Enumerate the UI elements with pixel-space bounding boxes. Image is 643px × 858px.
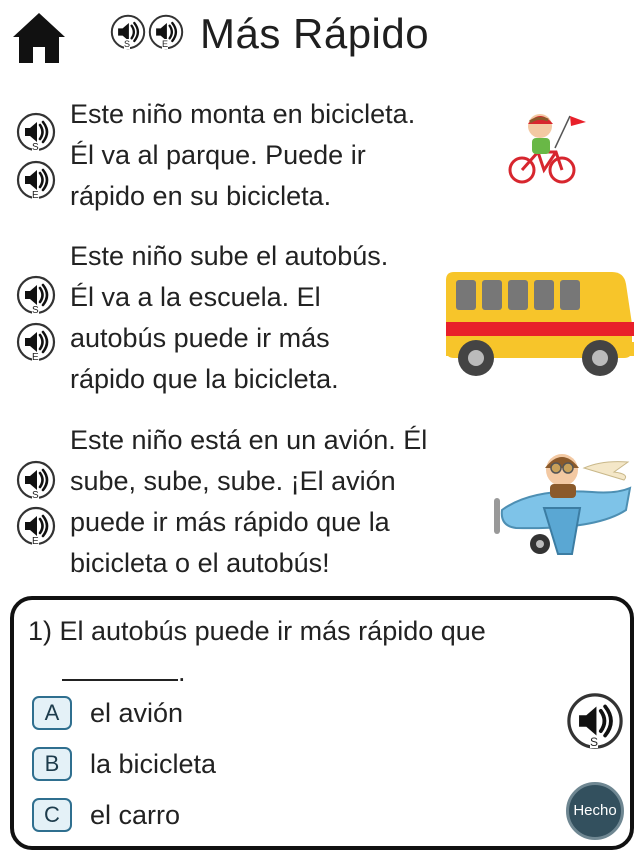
sound-language-letter: E (162, 39, 169, 49)
passage-line: bicicleta o el autobús! (70, 548, 330, 578)
passage-1-text (70, 94, 415, 217)
sound-language-letter: E (32, 190, 39, 201)
sound-language-letter: E (32, 536, 39, 547)
passage-3-text (70, 420, 427, 584)
option-b-button[interactable]: B (32, 747, 72, 781)
passage-line: Él va al parque. Puede ir (70, 140, 366, 170)
boy-on-bicycle-illustration (500, 108, 590, 188)
boy-in-airplane-illustration (488, 446, 636, 562)
sound-language-letter: S (32, 142, 39, 153)
passage-line: sube, sube, sube. ¡El avión (70, 466, 396, 496)
title-sound-spanish-button[interactable] (110, 14, 146, 50)
passage-line: autobús puede ir más (70, 323, 330, 353)
sound-language-letter: E (32, 352, 39, 363)
done-button[interactable]: Hecho (566, 782, 624, 840)
passage-line: Él va a la escuela. El (70, 282, 321, 312)
blank-suffix: . (178, 657, 186, 687)
page-title: Más Rápido (200, 10, 430, 57)
passage-line: Este niño sube el autobús. (70, 241, 389, 271)
question-sound-button[interactable] (566, 692, 624, 750)
passage-1-sound-spanish-button[interactable] (16, 112, 56, 152)
blank-line (62, 659, 178, 681)
option-c-button[interactable]: C (32, 798, 72, 832)
sound-language-letter: S (32, 305, 39, 316)
passage-line: Este niño monta en bicicleta. (70, 99, 416, 129)
passage-3-sound-spanish-button[interactable] (16, 460, 56, 500)
header (0, 0, 643, 72)
question-text: 1) El autobús puede ir más rápido que (28, 616, 486, 646)
passage-2-sound-spanish-button[interactable] (16, 275, 56, 315)
sound-language-letter: S (32, 490, 39, 501)
home-icon[interactable] (10, 10, 68, 66)
passage-line: rápido en su bicicleta. (70, 181, 332, 211)
sound-language-letter: S (124, 39, 131, 49)
option-c-text[interactable]: el carro (90, 800, 181, 830)
sound-language-letter: S (590, 735, 599, 749)
passage-line: Este niño está en un avión. Él (70, 425, 428, 455)
school-bus-illustration (440, 268, 636, 380)
option-a-button[interactable]: A (32, 696, 72, 730)
option-a-text[interactable]: el avión (90, 698, 184, 728)
passage-3-sound-english-button[interactable] (16, 506, 56, 546)
passage-2-text (70, 236, 388, 400)
passage-line: rápido que la bicicleta. (70, 364, 339, 394)
passage-1-sound-english-button[interactable] (16, 160, 56, 200)
answer-blank (62, 655, 186, 689)
passage-2-sound-english-button[interactable] (16, 322, 56, 362)
passage-line: puede ir más rápido que la (70, 507, 390, 537)
title-sound-english-button[interactable] (148, 14, 184, 50)
option-b-text[interactable]: la bicicleta (90, 749, 217, 779)
